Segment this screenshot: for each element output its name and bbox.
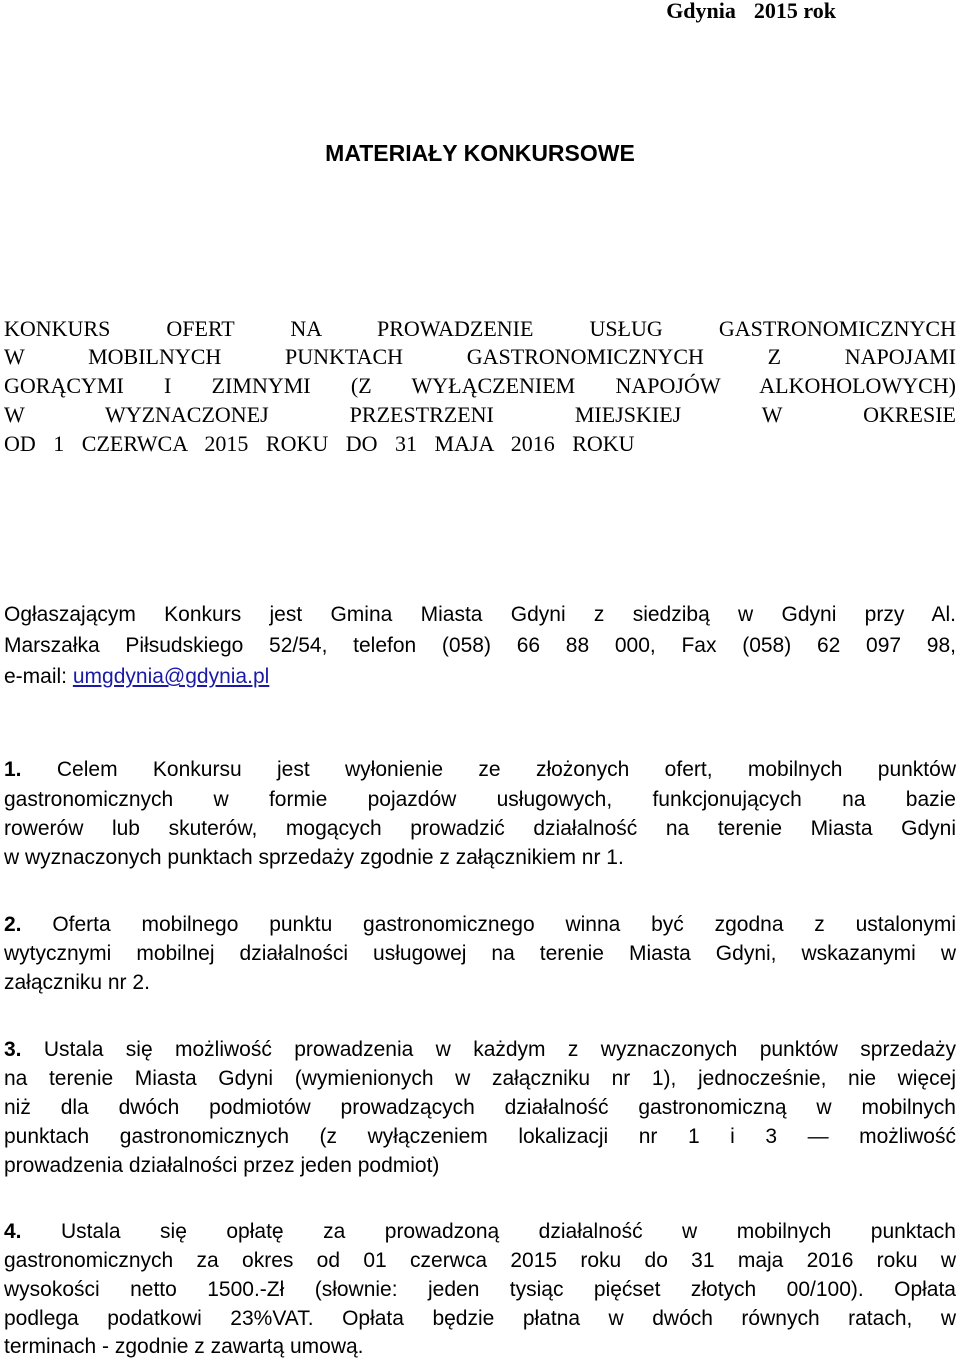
heading-line: GORĄCYMI I ZIMNYMI (Z WYŁĄCZENIEM NAPOJÓW ALKOHOLOWYCH) (4, 373, 956, 398)
date-city: Gdynia (666, 0, 736, 23)
section-number: 1. (4, 758, 22, 781)
section-text: Ustala się możliwość prowadzenia w każdym z wyznaczonych punktów sprzedaży (43, 1038, 956, 1061)
date-year: 2015 rok (753, 0, 836, 23)
email-label: e-mail: (4, 665, 68, 688)
section-3-line (4, 1038, 956, 1062)
heading-line: OD 1 CZERWCA 2015 ROKU DO 31 MAJA 2016 ROKU (4, 431, 635, 456)
heading-line: W MOBILNYCH PUNKTACH GASTRONOMICZNYCH Z NAPOJAMI (4, 344, 956, 369)
section-4-line: podlega podatkowi 23%VAT. Opłata będzie płatna w dwóch równych ratach, w (4, 1307, 956, 1330)
section-3-line: prowadzenia działalności przez jeden podmiot) (4, 1154, 440, 1177)
section-4-line: terminach - zgodnie z zawartą umową. (4, 1335, 364, 1358)
email-link[interactable]: umgdynia@gdynia.pl (72, 665, 270, 688)
section-number: 4. (4, 1220, 22, 1243)
section-1-line: rowerów lub skuterów, mogących prowadzić działalność na terenie Miasta Gdyni (4, 817, 956, 840)
heading-line: W WYZNACZONEJ PRZESTRZENI MIEJSKIEJ W OKRESIE (4, 402, 956, 427)
document-title: MATERIAŁY KONKURSOWE (325, 140, 635, 166)
section-2-line: wytycznymi mobilnej działalności usługowej na terenie Miasta Gdyni, wskazanymi w (4, 942, 956, 965)
heading-line: KONKURS OFERT NA PROWADZENIE USŁUG GASTRONOMICZNYCH (4, 316, 956, 341)
section-4-line (4, 1220, 956, 1244)
announcer-line: Marszałka Piłsudskiego 52/54, telefon (058) 66 88 000, Fax (058) 62 097 98, (4, 634, 956, 657)
section-3-line: niż dla dwóch podmiotów prowadzących działalność gastronomiczną w mobilnych (4, 1096, 956, 1119)
section-number: 2. (4, 913, 22, 936)
section-2-line (4, 913, 956, 937)
section-4-line: wysokości netto 1500.-Zł (słownie: jeden tysiąc pięćset złotych 00/100). Opłata (4, 1278, 956, 1301)
section-1-line (4, 758, 956, 782)
section-4-line: gastronomicznych za okres od 01 czerwca 2015 roku do 31 maja 2016 roku w (4, 1249, 956, 1272)
section-3-line: na terenie Miasta Gdyni (wymienionych w załączniku nr 1), jednocześnie, nie więcej (4, 1067, 956, 1090)
section-2-line: załączniku nr 2. (4, 971, 150, 994)
section-number: 3. (4, 1038, 22, 1061)
section-text: Celem Konkursu jest wyłonienie ze złożonych ofert, mobilnych punktów (56, 758, 956, 781)
section-text: Ustala się opłatę za prowadzoną działalność w mobilnych punktach (61, 1220, 956, 1243)
section-3-line: punktach gastronomicznych (z wyłączeniem lokalizacji nr 1 i 3 — możliwość (4, 1125, 956, 1148)
section-1-line: w wyznaczonych punktach sprzedaży zgodnie z załącznikiem nr 1. (4, 846, 624, 869)
announcer-line: Ogłaszającym Konkurs jest Gmina Miasta Gdyni z siedzibą w Gdyni przy Al. (4, 603, 956, 626)
announcer-email-line (4, 665, 956, 689)
section-text: Oferta mobilnego punktu gastronomicznego winna być zgodna z ustalonymi (52, 913, 956, 936)
section-1-line: gastronomicznych w formie pojazdów usługowych, funkcjonujących na bazie (4, 788, 956, 811)
document-date (666, 0, 836, 24)
